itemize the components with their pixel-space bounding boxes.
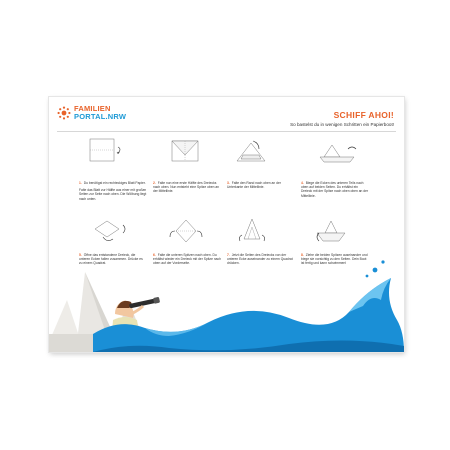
step-6-illustration: [164, 217, 212, 245]
step-4-illustration: [316, 137, 364, 165]
step-3-illustration: [231, 137, 279, 165]
step-5-number: 5.: [79, 253, 82, 257]
logo-text-line1: FAMILIEN: [74, 104, 111, 113]
sea-scene-illustration: [49, 242, 404, 352]
step-7-illustration: [234, 217, 282, 245]
step-2-text: [153, 181, 221, 194]
step-6-description: Falte die unteren Spitzen nach oben. Du erhältst wieder ein Dreieck mit der Spitze nach oben auf der Vorderseite.: [153, 253, 221, 266]
step-3-text: [227, 181, 295, 189]
step-3-number: 3.: [227, 181, 230, 185]
header-divider: [57, 131, 396, 132]
step-4-text: [301, 181, 369, 198]
familienportal-logo: [57, 105, 126, 121]
step-1-illustration: [87, 137, 135, 165]
step-8-description: Ziehe die beiden Spitzen auseinander und biege sie vorsichtig zu den Seiten. Dein Boot ist fertig und kann schwimmen!: [301, 253, 368, 266]
logo-text-line2: PORTAL.NRW: [74, 112, 127, 121]
step-5-illustration: [89, 217, 137, 245]
step-6-number: 6.: [153, 253, 156, 257]
step-1-description: Du benötigst ein rechteckiges Blatt Papier.: [83, 181, 146, 185]
sun-logo-icon: [57, 106, 71, 120]
step-1-number: 1.: [79, 181, 82, 185]
step-2-number: 2.: [153, 181, 156, 185]
step-4-number: 4.: [301, 181, 304, 185]
step-5-description: Öffne das entstandene Dreieck, die unteren Ecken fallen zusammen. Drücke es zu einem Quadrat.: [79, 253, 143, 266]
step-7-description: Jetzt die Seiten des Dreiecks von der unteren Ecke auseinander zu einem Quadrat drücken.: [227, 253, 293, 266]
step-7-number: 7.: [227, 253, 230, 257]
step-4-description: Biege die Ecken des unteren Teils nach oben auf beiden Seiten. Du erhältst ein Dreieck mit der Spitze nach oben oben an der Mittellinie.: [301, 181, 369, 198]
page-subtitle: So bastelst du in wenigen Schritten ein Papierboot!: [290, 122, 394, 127]
step-8-number: 8.: [301, 253, 304, 257]
step-3-description: Falte den Rand nach oben an der Unterkante der Mittellinie.: [227, 181, 281, 190]
step-2-description: Falte nun eine erste Hälfte des Dreiecks nach oben. Nun entsteht eine Spitze oben an der Mittellinie.: [153, 181, 219, 194]
step-8-illustration: [311, 217, 359, 245]
step-1-text: [79, 181, 147, 201]
page-title: SCHIFF AHOI!: [333, 110, 394, 120]
step-2-illustration: [164, 137, 212, 165]
step-1-note: Falte das Blatt zur Hälfte aus einer mit großen Seiten zur Seite nach oben. Die Wölbung liegt nach unten.: [79, 188, 147, 201]
instruction-sheet: [49, 97, 404, 352]
